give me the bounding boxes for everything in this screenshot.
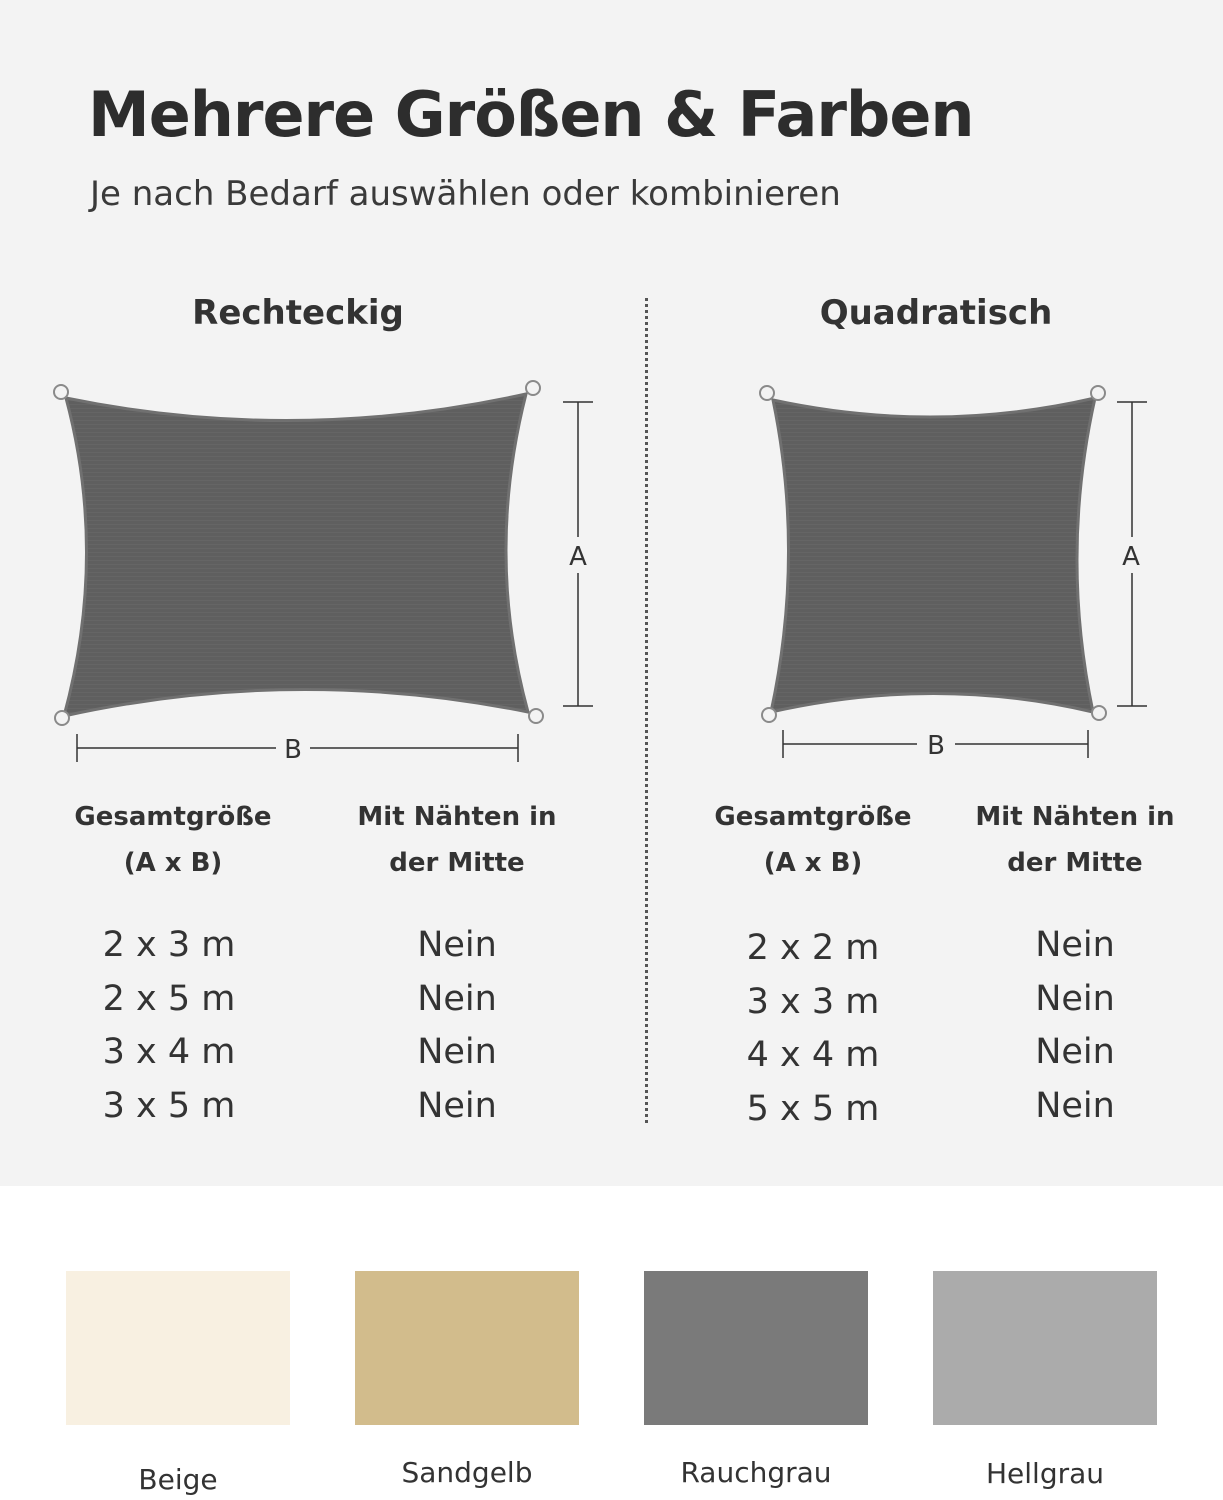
color-swatch-hellgrau <box>933 1271 1157 1425</box>
square-title: Quadratisch <box>819 293 1053 333</box>
list-item: Nein <box>417 978 497 1019</box>
list-item: Nein <box>1035 925 1115 965</box>
list-item: Nein <box>417 925 497 965</box>
rectangular-dim-b: B <box>284 735 302 765</box>
rectangular-sail-icon <box>54 381 543 725</box>
list-item: Nein <box>1035 1032 1115 1072</box>
square-size-header-line1: Gesamtgröße <box>714 802 912 832</box>
list-item: 5 x 5 m <box>746 1088 880 1129</box>
square-dim-a: A <box>1122 542 1140 572</box>
square-dim-b: B <box>927 731 945 761</box>
rectangular-dim-a: A <box>569 542 587 572</box>
rectangular-seams-list <box>337 919 577 1133</box>
list-item: 3 x 4 m <box>102 1032 236 1072</box>
rectangular-sizes-list <box>49 919 289 1133</box>
list-item: 2 x 2 m <box>746 928 880 968</box>
list-item: Nein <box>417 1085 497 1126</box>
rectangular-title: Rechteckig <box>192 293 404 333</box>
rectangular-size-header-line1: Gesamtgröße <box>74 802 272 832</box>
color-label-beige: Beige <box>138 1463 218 1496</box>
list-item: Nein <box>417 1032 497 1072</box>
color-label-rauchgrau: Rauchgrau <box>680 1456 832 1489</box>
list-item: 2 x 5 m <box>102 978 236 1019</box>
page-title: Mehrere Größen & Farben <box>88 78 974 151</box>
square-size-header <box>683 794 943 886</box>
page-subtitle: Je nach Bedarf auswählen oder kombinieren <box>90 174 841 214</box>
rectangular-seams-header-line2: der Mitte <box>389 848 525 878</box>
square-seams-header-line2: der Mitte <box>1007 848 1143 878</box>
list-item: 4 x 4 m <box>746 1035 880 1075</box>
square-size-header-line2: (A x B) <box>763 848 863 878</box>
square-sizes-list <box>693 922 933 1136</box>
color-swatch-rauchgrau <box>644 1271 868 1425</box>
rectangular-size-header <box>43 794 303 886</box>
list-item: 3 x 3 m <box>746 981 880 1022</box>
list-item: Nein <box>1035 978 1115 1019</box>
list-item: 2 x 3 m <box>102 925 236 965</box>
square-sail-icon <box>760 386 1106 722</box>
square-seams-list <box>955 919 1195 1133</box>
color-swatch-beige <box>66 1271 290 1425</box>
rectangular-seams-header <box>327 794 587 886</box>
color-swatch-sandgelb <box>355 1271 579 1425</box>
square-seams-header-line1: Mit Nähten in <box>975 802 1175 832</box>
color-label-sandgelb: Sandgelb <box>401 1456 533 1489</box>
color-label-hellgrau: Hellgrau <box>985 1457 1105 1490</box>
list-item: Nein <box>1035 1085 1115 1126</box>
rectangular-seams-header-line1: Mit Nähten in <box>357 802 557 832</box>
list-item: 3 x 5 m <box>102 1085 236 1126</box>
rectangular-size-header-line2: (A x B) <box>123 848 223 878</box>
square-seams-header <box>945 794 1205 886</box>
